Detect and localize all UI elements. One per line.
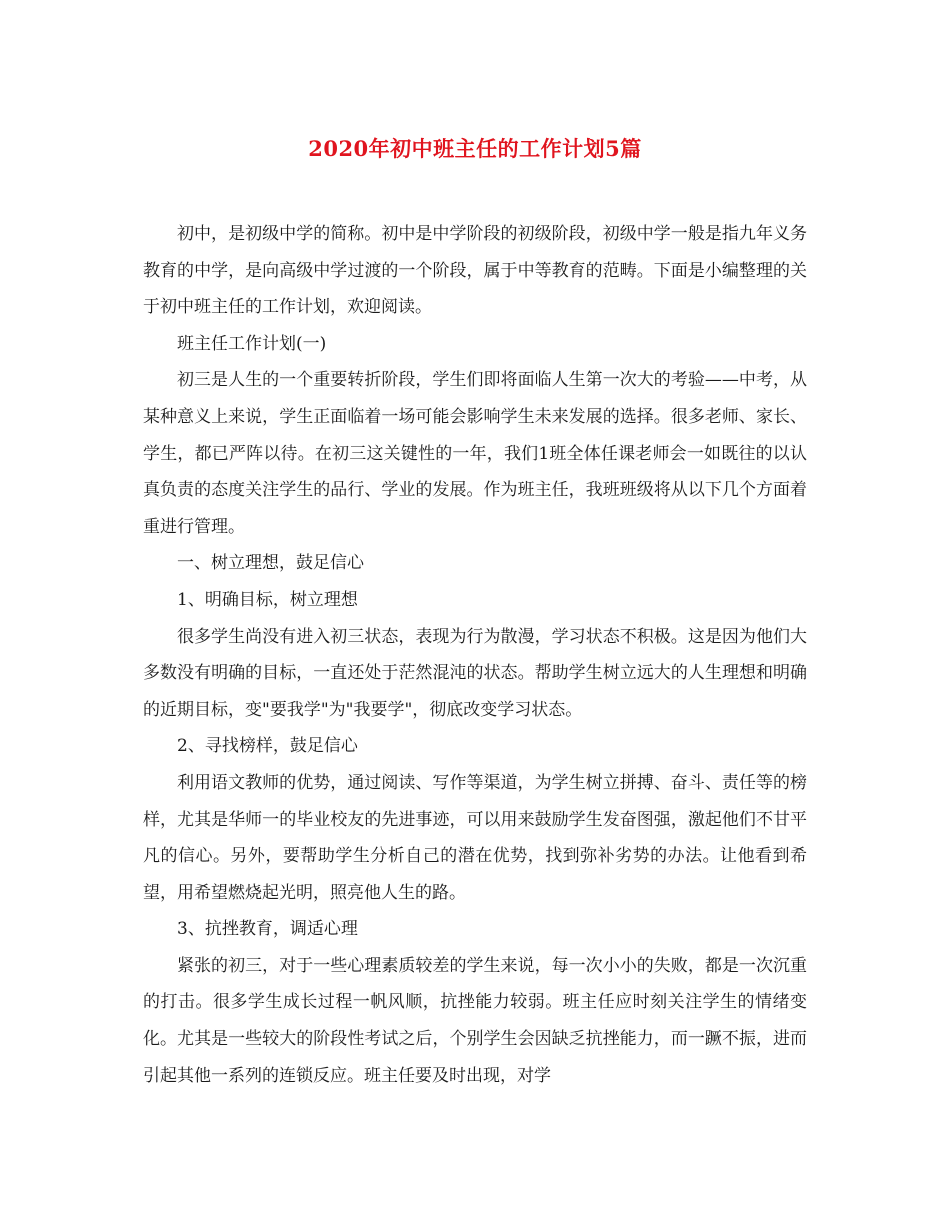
body-paragraph: 初三是人生的一个重要转折阶段，学生们即将面临人生第一次大的考验——中考，从某种意义上来说，学生正面临着一场可能会影响学生未来发展的选择。很多老师、家长、学生，都已严阵以待。在初三这关键性的一年，我们1班全体任课老师会一如既往的以认真负责的态度关注学生的品行、学业的发展。作为班主任，我班班级将从以下几个方面着重进行管理。	[143, 370, 807, 537]
intro-paragraph: 初中，是初级中学的简称。初中是中学阶段的初级阶段，初级中学一般是指九年义务教育的中学，是向高级中学过渡的一个阶段，属于中等教育的范畴。下面是小编整理的关于初中班主任的工作计划，欢迎阅读。	[143, 224, 807, 318]
section-heading-ideals: 一、树立理想，鼓足信心	[177, 553, 364, 574]
subheading-role-models: 2、寻找榜样，鼓足信心	[177, 736, 358, 757]
subheading-goals: 1、明确目标，树立理想	[177, 589, 358, 610]
body-paragraph: 紧张的初三，对于一些心理素质较差的学生来说，每一次小小的失败，都是一次沉重的打击。很多学生成长过程一帆风顺，抗挫能力较弱。班主任应时刻关注学生的情绪变化。尤其是一些较大的阶段性考试之后，个别学生会因缺乏抗挫能力，而一蹶不振，进而引起其他一系列的连锁反应。班主任要及时出现，对学	[143, 955, 807, 1086]
document-title: 2020年初中班主任的工作计划5篇	[308, 136, 642, 161]
section-heading-plan-one: 班主任工作计划(一)	[177, 333, 327, 354]
body-paragraph: 利用语文教师的优势，通过阅读、写作等渠道，为学生树立拼搏、奋斗、责任等的榜样，尤其是华师一的毕业校友的先进事迹，可以用来鼓励学生发奋图强，激起他们不甘平凡的信心。另外，要帮助学生分析自己的潜在优势，找到弥补劣势的办法。让他看到希望，用希望燃烧起光明，照亮他人生的路。	[143, 772, 807, 903]
document-body	[143, 216, 807, 1094]
body-paragraph: 很多学生尚没有进入初三状态，表现为行为散漫，学习状态不积极。这是因为他们大多数没有明确的目标，一直还处于茫然混沌的状态。帮助学生树立远大的人生理想和明确的近期目标，变"要我学"为"我要学"，彻底改变学习状态。	[143, 626, 807, 720]
subheading-resilience: 3、抗挫教育，调适心理	[177, 919, 358, 940]
